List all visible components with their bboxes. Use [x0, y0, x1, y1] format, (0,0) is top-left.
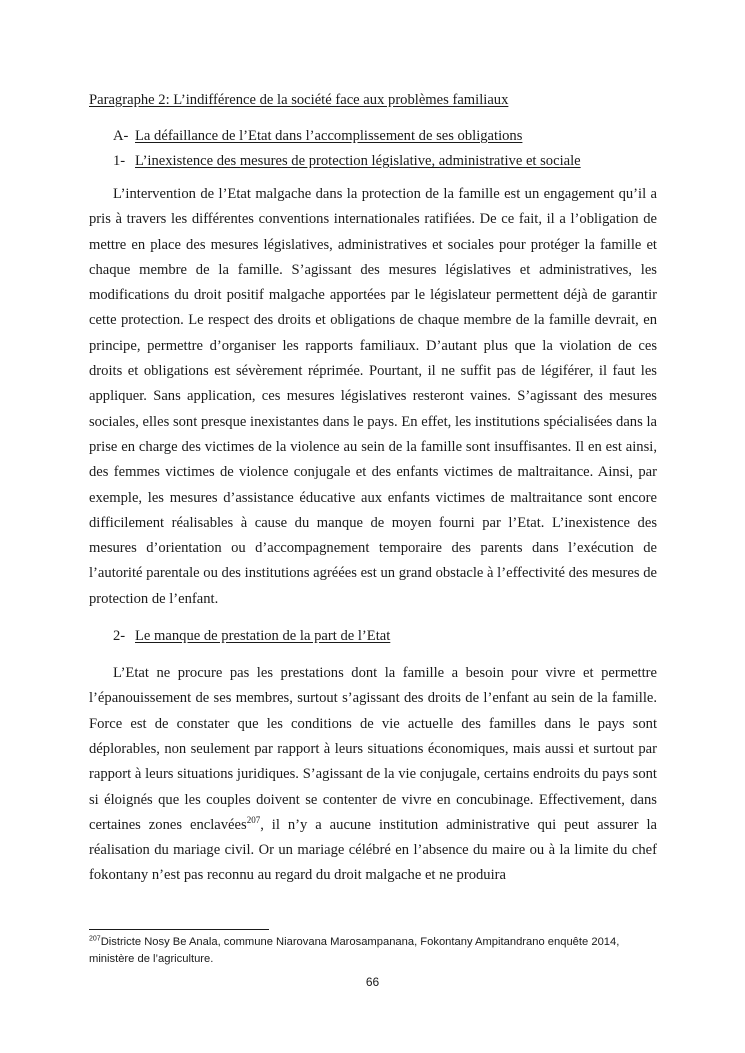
paragraph-2-text-before: L’Etat ne procure pas les prestations dont la famille a besoin pour vivre et permettre l’épanouissement de ses membres, surtout s’agissant des droits de l’enfant au sein de la famille. Force est de constater que les conditions de vie actuelle des familles dans le pays sont déplorables, non seulement par rapport à leurs situations économiques, mais aussi et surtout par rapport à leurs situations juridiques. S’agissant de la vie conjugale, certains endroits du pays sont si éloignés que les couples doivent se contenter de vivre en concubinage. Effectivement, dans certaines zones enclavées — [89, 665, 657, 833]
footnote-separator — [89, 929, 269, 930]
body-content — [89, 86, 657, 889]
footnote-reference[interactable]: 207 — [246, 814, 261, 825]
subsection-a-title: La défaillance de l’Etat dans l’accomplissement de ses obligations — [135, 128, 523, 144]
point-2-title: Le manque de prestation de la part de l’Etat — [135, 628, 391, 645]
subsection-a-heading — [89, 126, 657, 146]
point-1-number: 1- — [113, 153, 126, 169]
section-heading — [89, 90, 657, 110]
paragraph-2 — [89, 661, 657, 889]
page-number: 66 — [365, 975, 380, 989]
point-1-heading — [89, 151, 657, 171]
footnote-text: Districte Nosy Be Anala, commune Niarovana Marosampanana, Fokontany Ampitandrano enquête 2014, ministère de l’agriculture. — [89, 936, 620, 965]
paragraph-2-text-after: , il n’y a aucune institution administrative qui peut assurer la réalisation du mariage civil. Or un mariage célébré en l’absence du maire ou à la limite du chef fokontany n’est pas reconnu au regard du droit malgache et ne produira — [89, 816, 657, 884]
paragraph-1: L’intervention de l’Etat malgache dans la protection de la famille est un engagement qu’il a pris à travers les différentes conventions internationales ratifiées. De ce fait, il a l’obligation de mettre en place des mesures législatives, administratives et sociales pour protéger la famille et chaque membre de la famille. S’agissant des mesures législatives et administratives, les modifications du droit positif malgache apportées par le législateur permettent déjà de garantir cette protection. Le respect des droits et obligations de chaque membre de la famille devrait, en principe, permettre d’organiser les rapports familiaux. D’autant plus que la violation de ces droits et obligations est sévèrement réprimée. Pourtant, il ne suffit pas de légiférer, il faut les appliquer. Sans application, ces mesures législatives resteront vaines. S’agissant des mesures sociales, elles sont presque inexistantes dans le pays. En effet, les institutions spécialisées dans la prise en charge des victimes de la violence au sein de la famille sont insuffisantes. Il en est ainsi, des femmes victimes de violence conjugale et des enfants victimes de maltraitance. Ainsi, par exemple, les mesures d’assistance éducative aux enfants victimes de maltraitance sont encore difficilement réalisables à cause du manque de moyen fourni par l’Etat. L’inexistence des mesures d’orientation ou d’accompagnement temporaire des parents dans l’exécution de l’autorité parentale ou des institutions agréées est un grand obstacle à l’effectivité des mesures de protection de l’enfant. — [89, 186, 657, 607]
point-2-heading — [89, 626, 657, 646]
section-heading-text: Paragraphe 2: L’indifférence de la société face aux problèmes familiaux — [89, 92, 509, 108]
footnote — [89, 934, 657, 968]
footnote-number: 207 — [89, 935, 101, 943]
point-2-number: 2- — [113, 628, 126, 645]
subsection-a-number: A- — [113, 128, 129, 144]
point-1-title: L’inexistence des mesures de protection législative, administrative et sociale — [135, 153, 581, 169]
